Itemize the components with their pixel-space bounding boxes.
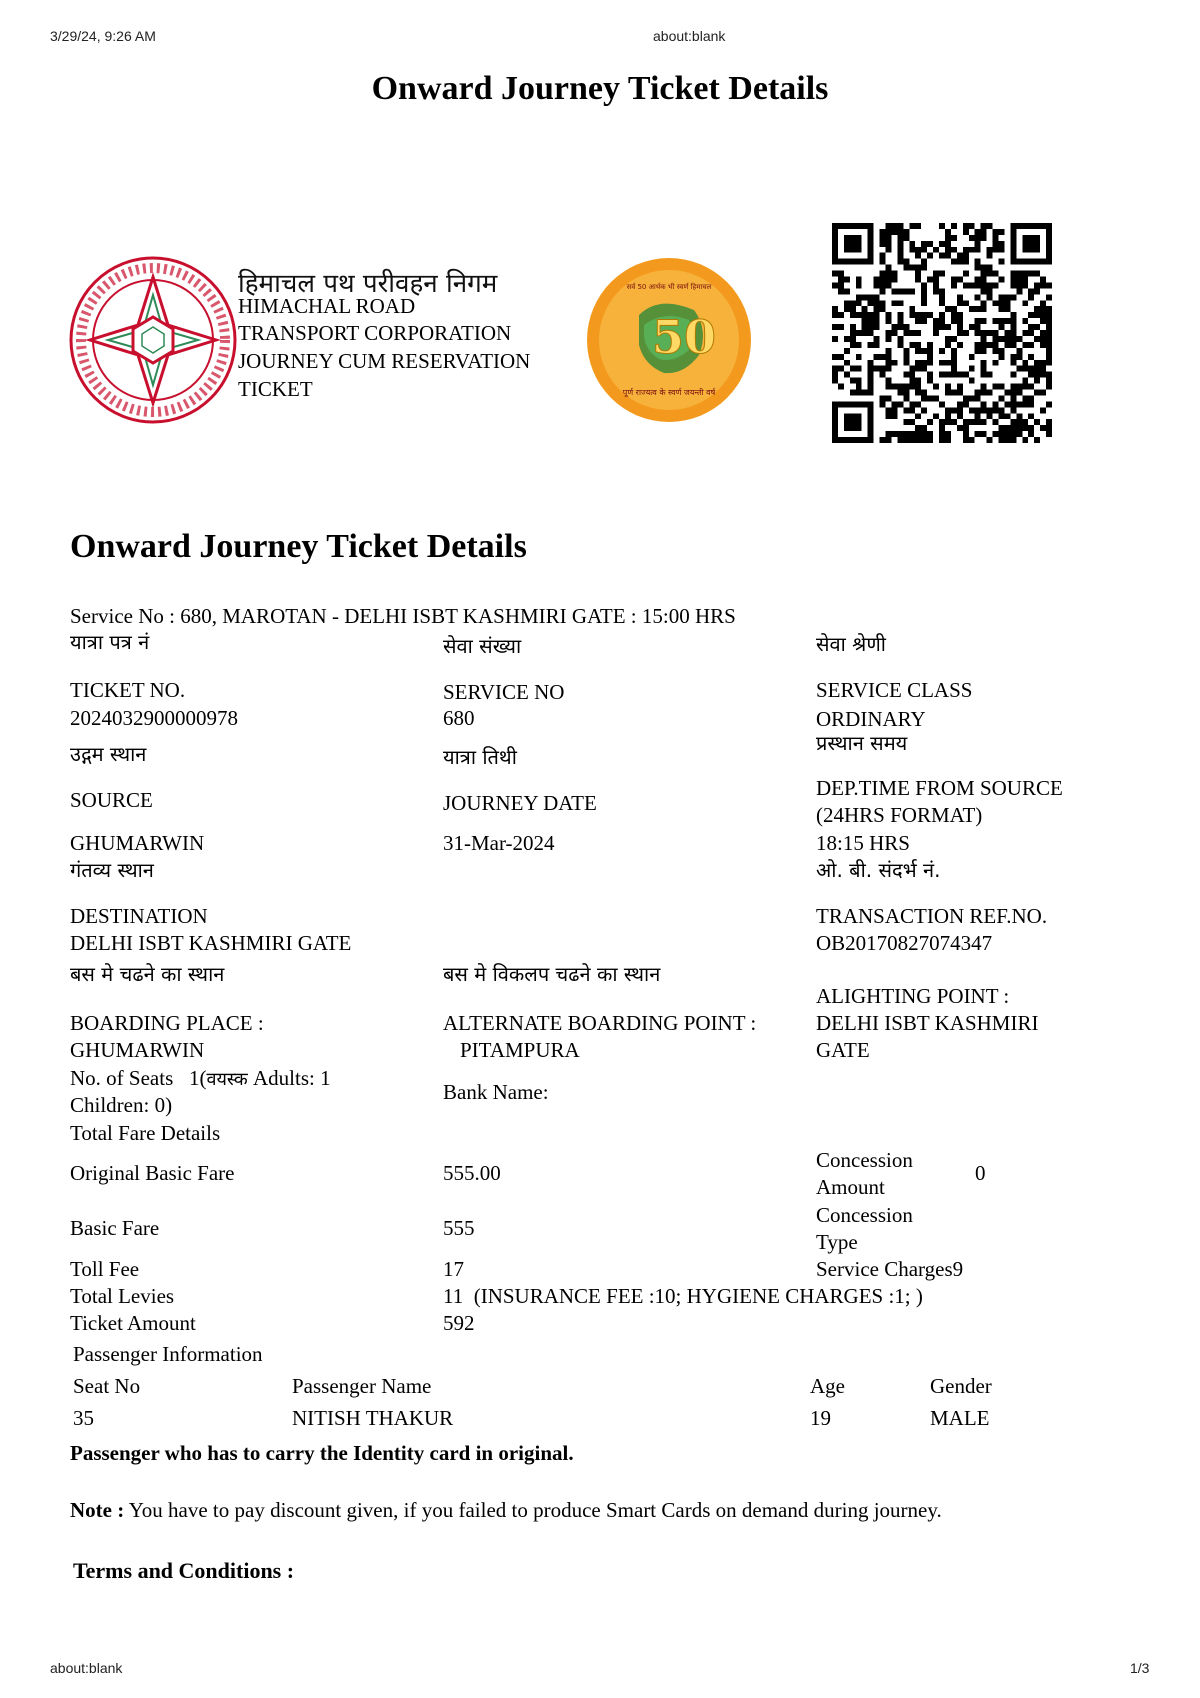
ticket-amount-value: 592 bbox=[443, 1311, 475, 1335]
col-seat-no: Seat No bbox=[73, 1374, 141, 1398]
transaction-ref-hindi: ओ. बी. संदर्भ नं. bbox=[816, 858, 941, 882]
print-url: about:blank bbox=[653, 28, 726, 44]
seats-prefix: No. of Seats 1( bbox=[70, 1066, 207, 1090]
transaction-ref-label: TRANSACTION REF.NO. bbox=[816, 904, 1048, 928]
service-class-label: SERVICE CLASS bbox=[816, 678, 973, 702]
identity-note: Passenger who has to carry the Identity card in original. bbox=[70, 1441, 574, 1465]
discount-note bbox=[70, 1497, 942, 1524]
destination-value: DELHI ISBT KASHMIRI GATE bbox=[70, 931, 352, 955]
concession-amount-value: 0 bbox=[975, 1161, 986, 1185]
alt-boarding-hindi: बस मे विकलप चढने का स्थान bbox=[443, 962, 661, 986]
boarding-value: GHUMARWIN bbox=[70, 1038, 205, 1062]
service-charges-label: Service Charges bbox=[816, 1257, 953, 1281]
original-basic-fare-value: 555.00 bbox=[443, 1161, 501, 1185]
footer-url: about:blank bbox=[50, 1660, 123, 1676]
alighting-label: ALIGHTING POINT : bbox=[816, 984, 1010, 1008]
note-text: You have to pay discount given, if you failed to produce Smart Cards on demand during journey. bbox=[124, 1498, 942, 1522]
print-datetime: 3/29/24, 9:26 AM bbox=[50, 28, 156, 44]
basic-fare-value: 555 bbox=[443, 1216, 475, 1240]
concession-amount-label-2: Amount bbox=[816, 1175, 885, 1199]
badge-text-top: सर्व 50 आर्थक भी स्वर्ण हिमाचल bbox=[626, 283, 712, 291]
badge-text-bottom: पूर्ण राज्यत्व के स्वर्ण जयन्ती वर्ष bbox=[622, 388, 716, 397]
service-charges-value: 9 bbox=[952, 1257, 964, 1281]
passenger-age: 19 bbox=[810, 1406, 831, 1430]
service-line: Service No : 680, MAROTAN - DELHI ISBT KASHMIRI GATE : 15:00 HRS bbox=[70, 604, 736, 628]
ticket-no-hindi: यात्रा पत्र नं bbox=[70, 630, 150, 654]
col-gender: Gender bbox=[930, 1374, 992, 1398]
destination-label: DESTINATION bbox=[70, 904, 208, 928]
qr-code-icon bbox=[832, 223, 1052, 443]
corporation-line-2: TRANSPORT CORPORATION bbox=[238, 321, 512, 345]
seats-line-2: Children: 0) bbox=[70, 1093, 173, 1117]
footer-page: 1/3 bbox=[1130, 1660, 1150, 1676]
seats-suffix: Adults: 1 bbox=[247, 1066, 331, 1090]
service-class-hindi: सेवा श्रेणी bbox=[816, 632, 886, 656]
source-hindi: उद्गम स्थान bbox=[70, 742, 147, 766]
section-title: Onward Journey Ticket Details bbox=[70, 528, 527, 565]
alighting-value-1: DELHI ISBT KASHMIRI bbox=[816, 1011, 1039, 1035]
alt-boarding-label: ALTERNATE BOARDING POINT : bbox=[443, 1011, 757, 1035]
concession-type-label-2: Type bbox=[816, 1230, 858, 1254]
dep-time-label-1: DEP.TIME FROM SOURCE bbox=[816, 776, 1063, 800]
toll-fee-label: Toll Fee bbox=[70, 1257, 140, 1281]
service-no-label: SERVICE NO bbox=[443, 680, 565, 704]
transaction-ref-value: OB20170827074347 bbox=[816, 931, 993, 955]
bank-name-label: Bank Name: bbox=[443, 1080, 549, 1104]
seats-hindi: वयस्क bbox=[206, 1069, 248, 1090]
original-basic-fare-label: Original Basic Fare bbox=[70, 1161, 235, 1185]
dep-time-hindi: प्रस्थान समय bbox=[816, 731, 908, 755]
boarding-label: BOARDING PLACE : bbox=[70, 1011, 264, 1035]
journey-date-hindi: यात्रा तिथी bbox=[443, 745, 517, 769]
passenger-name: NITISH THAKUR bbox=[292, 1406, 454, 1430]
ticket-no-value: 2024032900000978 bbox=[70, 706, 238, 730]
journey-date-label: JOURNEY DATE bbox=[443, 791, 597, 815]
dep-time-value: 18:15 HRS bbox=[816, 831, 910, 855]
toll-fee-value: 17 bbox=[443, 1257, 464, 1281]
note-label: Note : bbox=[70, 1498, 125, 1522]
golden-jubilee-badge-icon bbox=[584, 255, 754, 425]
destination-hindi: गंतव्य स्थान bbox=[70, 858, 154, 882]
total-levies-label: Total Levies bbox=[70, 1284, 175, 1308]
corporation-line-3: JOURNEY CUM RESERVATION bbox=[238, 349, 531, 373]
service-no-hindi: सेवा संख्या bbox=[443, 634, 522, 658]
alt-boarding-value: PITAMPURA bbox=[460, 1038, 580, 1062]
terms-heading: Terms and Conditions : bbox=[73, 1558, 295, 1583]
corporation-name-hindi: हिमाचल पथ परीवहन निगम bbox=[238, 269, 498, 299]
hrtc-emblem-icon bbox=[68, 255, 238, 425]
journey-date-value: 31-Mar-2024 bbox=[443, 831, 555, 855]
page-title: Onward Journey Ticket Details bbox=[371, 70, 829, 107]
corporation-line-4: TICKET bbox=[238, 377, 313, 401]
ticket-amount-label: Ticket Amount bbox=[70, 1311, 196, 1335]
service-class-value: ORDINARY bbox=[816, 707, 926, 731]
concession-type-label-1: Concession bbox=[816, 1203, 913, 1227]
service-charges bbox=[816, 1256, 963, 1283]
passenger-gender: MALE bbox=[930, 1406, 990, 1430]
source-value: GHUMARWIN bbox=[70, 831, 205, 855]
concession-amount-label-1: Concession bbox=[816, 1148, 913, 1172]
passenger-seat: 35 bbox=[73, 1406, 94, 1430]
ticket-no-label: TICKET NO. bbox=[70, 678, 186, 702]
passenger-info-heading: Passenger Information bbox=[73, 1342, 263, 1366]
boarding-hindi: बस मे चढने का स्थान bbox=[70, 962, 225, 986]
seats-line-1 bbox=[70, 1065, 331, 1093]
fare-heading: Total Fare Details bbox=[70, 1121, 221, 1145]
dep-time-label-2: (24HRS FORMAT) bbox=[816, 803, 983, 827]
basic-fare-label: Basic Fare bbox=[70, 1216, 160, 1240]
total-levies-value: 11 (INSURANCE FEE :10; HYGIENE CHARGES :1; ) bbox=[443, 1284, 923, 1308]
service-no-value: 680 bbox=[443, 706, 475, 730]
col-passenger-name: Passenger Name bbox=[292, 1374, 432, 1398]
alighting-value-2: GATE bbox=[816, 1038, 870, 1062]
source-label: SOURCE bbox=[70, 788, 153, 812]
col-age: Age bbox=[810, 1374, 845, 1398]
corporation-line-1: HIMACHAL ROAD bbox=[238, 294, 416, 318]
badge-number: 50 bbox=[652, 310, 717, 364]
